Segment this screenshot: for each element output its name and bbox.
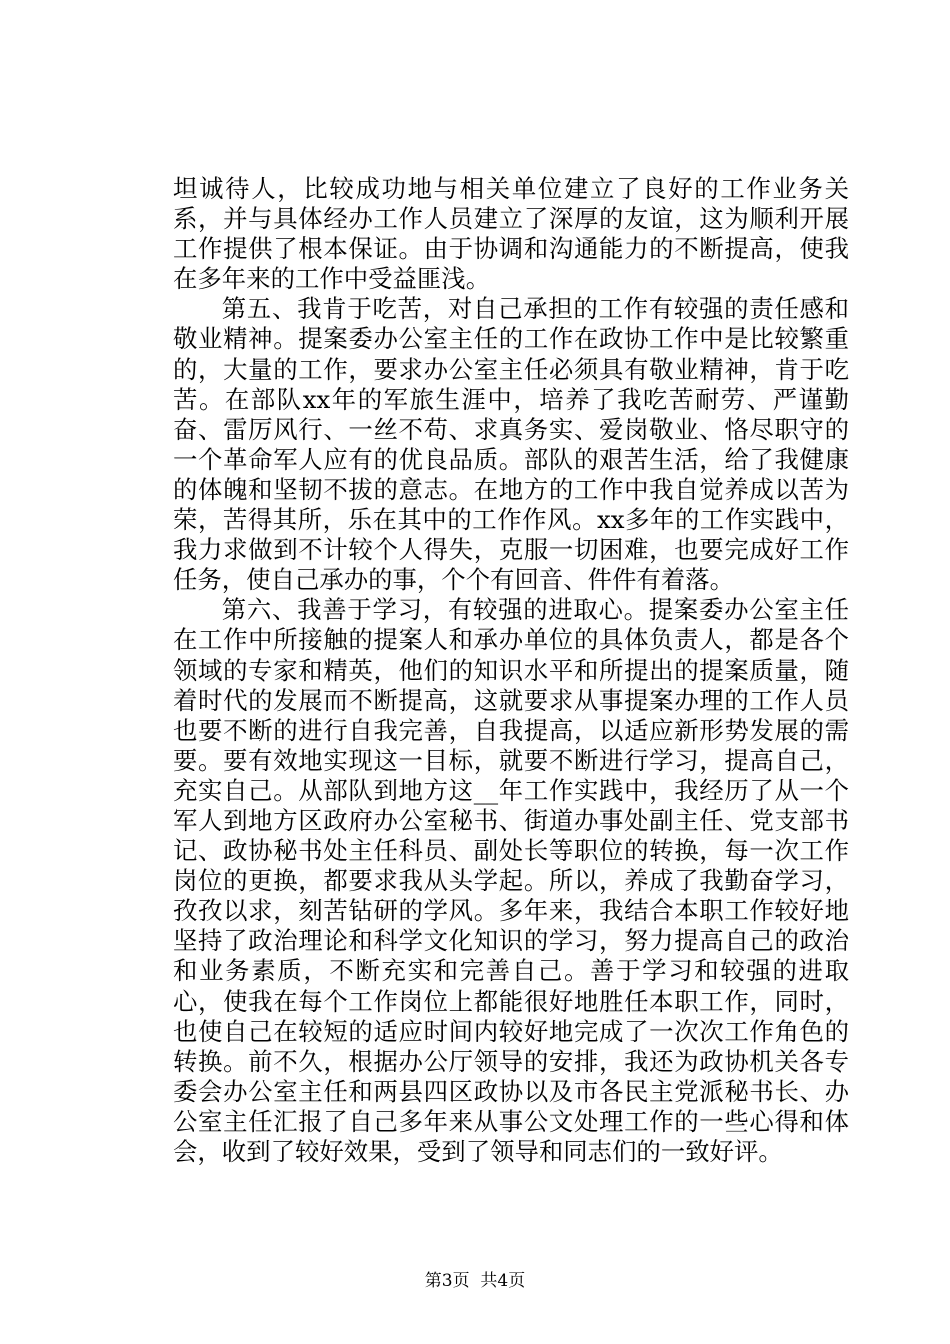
page-footer [0, 1270, 950, 1292]
page-number-label: 第3页 共4页 [424, 1271, 526, 1291]
paragraph-continuation: 坦诚待人，比较成功地与相关单位建立了良好的工作业务关系，并与具体经办工作人员建立了深厚的友谊，这为顺利开展工作提供了根本保证。由于协调和沟通能力的不断提高，使我在多年来的工作中受益匪浅。 [173, 174, 849, 294]
document-body [173, 174, 849, 1167]
paragraph-sixth: 第六、我善于学习，有较强的进取心。提案委办公室主任在工作中所接触的提案人和承办单位的具体负责人，都是各个领域的专家和精英，他们的知识水平和所提出的提案质量，随着时代的发展而不断提高，这就要求从事提案办理的工作人员也要不断的进行自我完善，自我提高，以适应新形势发展的需要。要有效地实现这一目标，就要不断进行学习，提高自己，充实自己。从部队到地方这__年工作实践中，我经历了从一个军人到地方区政府办公室秘书、街道办事处副主任、党支部书记、政协秘书处主任科员、副处长等职位的转换，每一次工作岗位的更换，都要求我从头学起。所以，养成了我勤奋学习，孜孜以求，刻苦钻研的学风。多年来，我结合本职工作较好地坚持了政治理论和科学文化知识的学习，努力提高自己的政治和业务素质，不断充实和完善自己。善于学习和较强的进取心，使我在每个工作岗位上都能很好地胜任本职工作，同时，也使自己在较短的适应时间内较好地完成了一次次工作角色的转换。前不久，根据办公厅领导的安排，我还为政协机关各专委会办公室主任和两县四区政协以及市各民主党派秘书长、办公室主任汇报了自己多年来从事公文处理工作的一些心得和体会，收到了较好效果，受到了领导和同志们的一致好评。 [173, 595, 849, 1166]
paragraph-fifth: 第五、我肯于吃苦，对自己承担的工作有较强的责任感和敬业精神。提案委办公室主任的工作在政协工作中是比较繁重的，大量的工作，要求办公室主任必须具有敬业精神，肯于吃苦。在部队xx年的军旅生涯中，培养了我吃苦耐劳、严谨勤奋、雷厉风行、一丝不苟、求真务实、爱岗敬业、恪尽职守的一个革命军人应有的优良品质。部队的艰苦生活，给了我健康的体魄和坚韧不拔的意志。在地方的工作中我自觉养成以苦为荣，苦得其所，乐在其中的工作作风。xx多年的工作实践中，我力求做到不计较个人得失，克服一切困难，也要完成好工作任务，使自己承办的事，个个有回音、件件有着落。 [173, 294, 849, 595]
